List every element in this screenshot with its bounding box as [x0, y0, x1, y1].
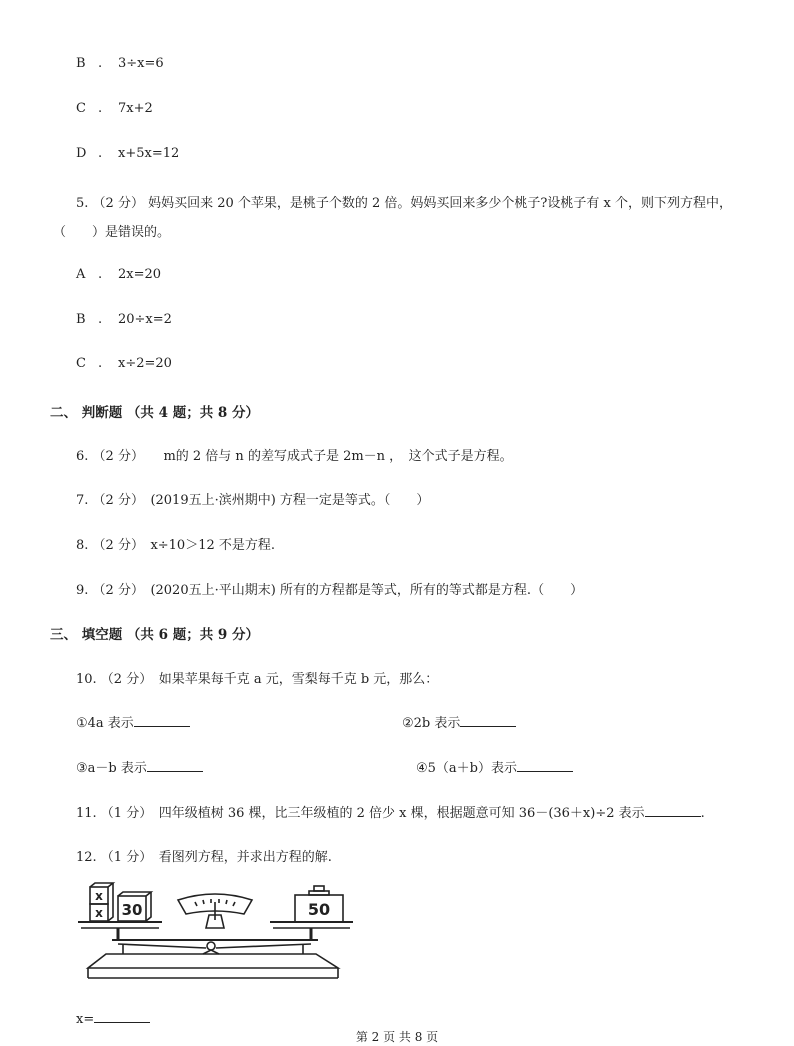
balance-scale-figure — [78, 882, 353, 982]
answer-line: x= — [76, 1010, 150, 1027]
answer-blank[interactable] — [460, 714, 516, 727]
answer-blank[interactable] — [147, 759, 203, 772]
question-5-stem: 5. （2 分） 妈妈买回来 20 个苹果，是桃子个数的 2 倍。妈妈买回来多少个桃子?设桃子有 x 个，则下列方程中， — [76, 196, 732, 211]
question-9: 9. （2 分） (2020五上·平山期末) 所有的方程都是等式，所有的等式都是方程.（ ） — [76, 583, 584, 598]
question-8: 8. （2 分） x÷10＞12 不是方程. — [76, 538, 276, 553]
q10-part-b: ②2b 表示 — [402, 712, 516, 731]
q10-part-c: ③a－b 表示 — [76, 757, 203, 776]
option-b: B . 3÷x=6 — [76, 56, 164, 71]
answer-blank[interactable] — [645, 804, 701, 817]
question-12: 12. （1 分） 看图列方程，并求出方程的解. — [76, 850, 332, 865]
q5-option-a: A . 2x=20 — [76, 267, 162, 282]
q5-option-b: B . 20÷x=2 — [76, 312, 172, 327]
question-5-stem-line2: （ ）是错误的。 — [53, 225, 171, 240]
answer-blank[interactable] — [94, 1010, 150, 1023]
x-label-top: x — [95, 889, 103, 903]
q10-part-d: ④5（a＋b）表示 — [416, 757, 573, 776]
page-footer: 第 2 页 共 8 页 — [355, 1030, 439, 1044]
answer-blank[interactable] — [517, 759, 573, 772]
section-title-fill: 三、 填空题 （共 6 题；共 9 分） — [50, 627, 259, 643]
option-c: C . 7x+2 — [76, 101, 153, 116]
q5-option-c: C . x÷2=20 — [76, 356, 172, 371]
question-6: 6. （2 分） m的 2 倍与 n 的差写成式子是 2m－n ， 这个式子是方程。 — [76, 449, 513, 464]
weight-50-label: 50 — [307, 900, 331, 919]
q10-part-a: ①4a 表示 — [76, 712, 190, 731]
answer-blank[interactable] — [134, 714, 190, 727]
question-10-stem: 10. （2 分） 如果苹果每千克 a 元，雪梨每千克 b 元，那么： — [76, 672, 439, 687]
section-title-judgement: 二、 判断题 （共 4 题；共 8 分） — [50, 405, 259, 421]
question-11: 11. （1 分） 四年级植树 36 棵，比三年级植的 2 倍少 x 棵，根据题意可知 36－(36＋x)÷2 表示 . — [76, 806, 705, 821]
option-d: D . x+5x=12 — [76, 146, 180, 161]
x-label-bottom: x — [95, 906, 103, 920]
weight-30-label: 30 — [121, 901, 143, 919]
question-7: 7. （2 分） (2019五上·滨州期中) 方程一定是等式。（ ） — [76, 493, 430, 508]
